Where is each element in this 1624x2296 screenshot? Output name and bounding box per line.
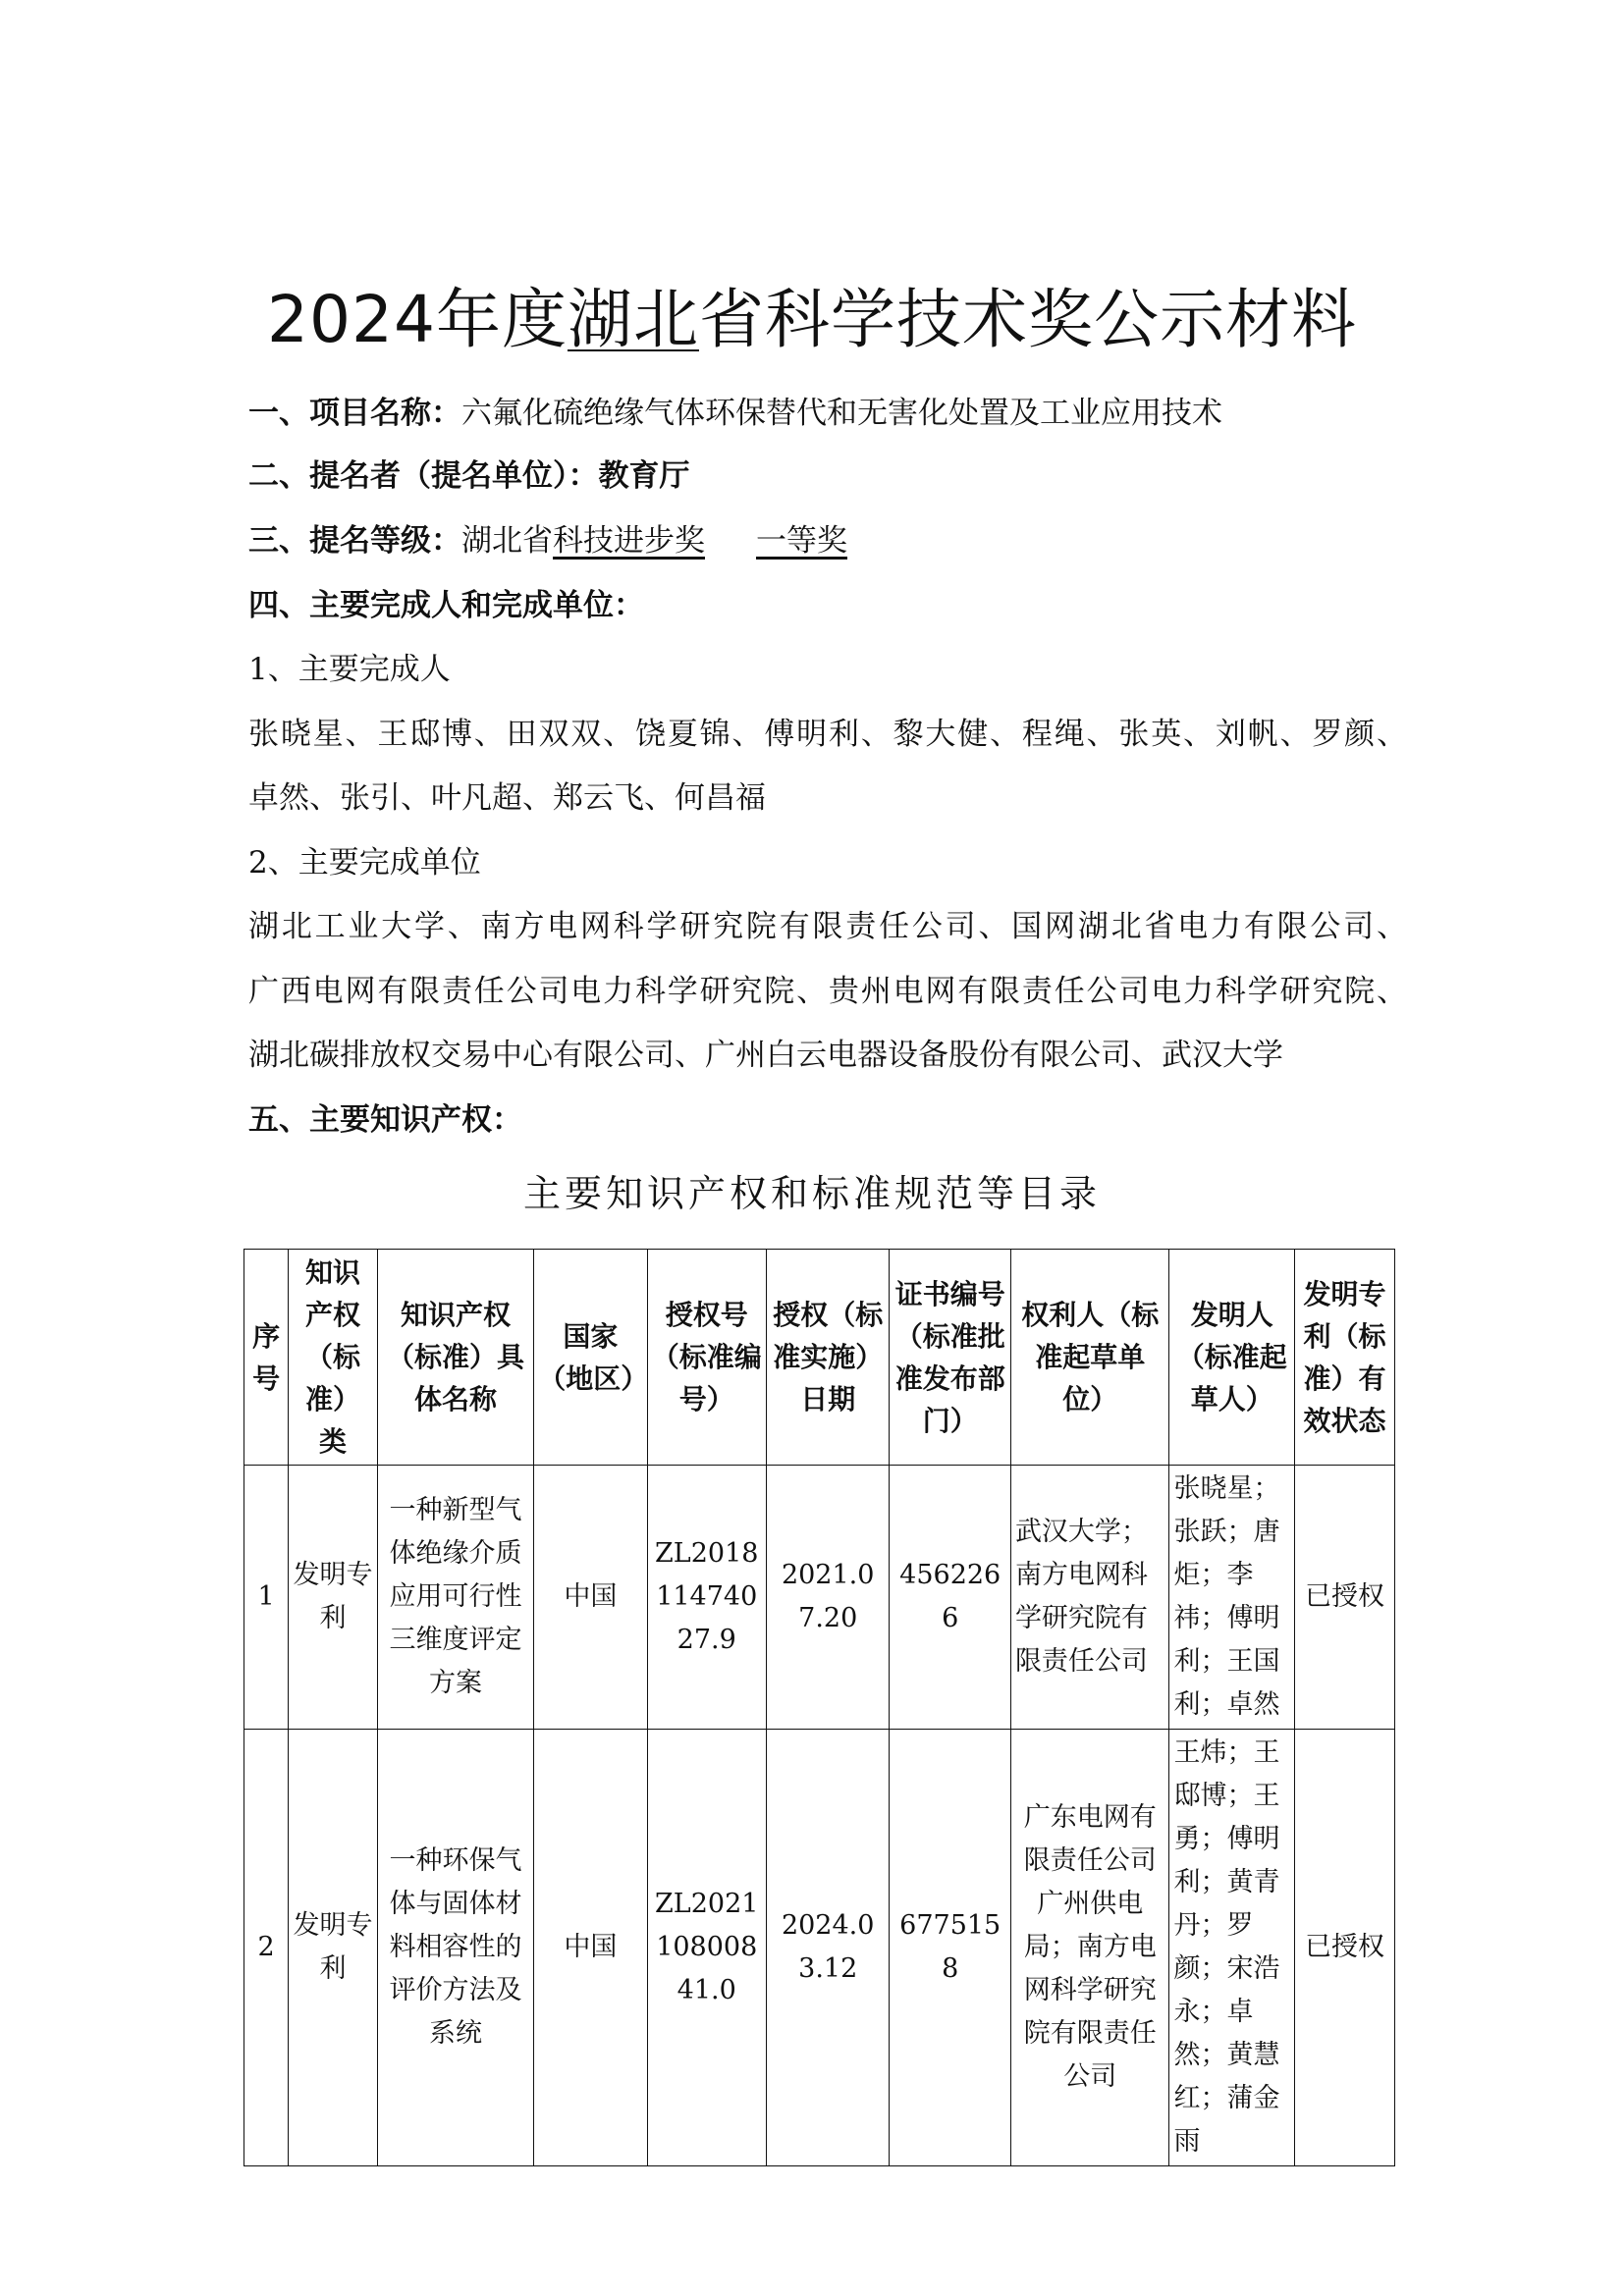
- table-caption: 主要知识产权和标准规范等目录: [522, 1172, 1101, 1215]
- header-holder: 权利人（标准起草单位）: [1010, 1250, 1169, 1466]
- section-4-heading: 四、主要完成人和完成单位：: [248, 588, 644, 623]
- project-name-line: [248, 391, 1407, 436]
- cell-status: 已授权: [1295, 1730, 1395, 2166]
- units-line-2: 广西电网有限责任公司电力科学研究院、贵州电网有限责任公司电力科学研究院、: [248, 974, 1407, 1009]
- cell-cert-no: 6775158: [890, 1730, 1010, 2166]
- persons-line-1: 张晓星、王邸博、田双双、饶夏锦、傅明利、黎大健、程绳、张英、刘帆、罗颜、: [248, 717, 1407, 752]
- cell-country: 中国: [534, 1466, 647, 1730]
- project-name-label: 一、项目名称：: [248, 396, 461, 431]
- cell-holder: 武汉大学；南方电网科学研究院有限责任公司: [1010, 1466, 1169, 1730]
- units-line-1: 湖北工业大学、南方电网科学研究院有限责任公司、国网湖北省电力有限公司、: [248, 909, 1407, 944]
- nominator-line: [248, 454, 1407, 499]
- nominator-value: 教育厅: [598, 458, 690, 494]
- cell-cert-no: 4562266: [890, 1466, 1010, 1730]
- cell-country: 中国: [534, 1730, 647, 2166]
- cell-inventors: 张晓星；张跃；唐炬；李祎；傅明利；王国利；卓然: [1169, 1466, 1295, 1730]
- table-row: [244, 1466, 1395, 1730]
- cell-inventors: 王炜；王邸博；王勇；傅明利；黄青丹；罗颜；宋浩永；卓然；黄慧红；蒲金雨: [1169, 1730, 1295, 2166]
- cell-name: 一种环保气体与固体材料相容性的评价方法及系统: [377, 1730, 533, 2166]
- section-4-1-heading: 1、主要完成人: [248, 652, 451, 687]
- table-row: [244, 1730, 1395, 2166]
- section-4-2-heading: 2、主要完成单位: [248, 845, 481, 881]
- nomination-level-prefix: 湖北省: [461, 523, 553, 559]
- ip-table: [244, 1249, 1395, 2166]
- cell-auth-no: ZL201811474027.9: [647, 1466, 766, 1730]
- header-type: 知识产权（标准）类: [289, 1250, 378, 1466]
- header-date: 授权（标准实施）日期: [766, 1250, 890, 1466]
- nominator-label: 二、提名者（提名单位）：: [248, 458, 599, 494]
- table-header-row: [244, 1250, 1395, 1466]
- title-suffix: 省科学技术奖公示材料: [698, 282, 1357, 357]
- header-status: 发明专利（标准）有效状态: [1295, 1250, 1395, 1466]
- cell-type: 发明专利: [289, 1730, 378, 2166]
- units-line-3: 湖北碳排放权交易中心有限公司、广州白云电器设备股份有限公司、武汉大学: [248, 1038, 1283, 1073]
- cell-auth-no: ZL202110800841.0: [647, 1730, 766, 2166]
- cell-holder: 广东电网有限责任公司广州供电局；南方电网科学研究院有限责任公司: [1010, 1730, 1169, 2166]
- persons-line-2: 卓然、张引、叶凡超、郑云飞、何昌福: [248, 780, 766, 816]
- header-country: 国家（地区）: [534, 1250, 647, 1466]
- cell-date: 2021.07.20: [766, 1466, 890, 1730]
- header-no: 序号: [244, 1250, 289, 1466]
- nomination-award-level: 一等奖: [756, 523, 847, 559]
- cell-date: 2024.03.12: [766, 1730, 890, 2166]
- header-inventors: 发明人（标准起草人）: [1169, 1250, 1295, 1466]
- title-underlined: 湖北: [567, 282, 699, 357]
- cell-type: 发明专利: [289, 1466, 378, 1730]
- cell-no: 2: [244, 1730, 289, 2166]
- nomination-award-type: 科技进步奖: [553, 523, 705, 559]
- header-cert-no: 证书编号（标准批准发布部门）: [890, 1250, 1010, 1466]
- section-5-heading: 五、主要知识产权：: [248, 1102, 522, 1138]
- nomination-level-line: [248, 518, 1407, 563]
- cell-status: 已授权: [1295, 1466, 1395, 1730]
- cell-no: 1: [244, 1466, 289, 1730]
- document-title: [0, 279, 1624, 361]
- cell-name: 一种新型气体绝缘介质应用可行性三维度评定方案: [377, 1466, 533, 1730]
- header-auth-no: 授权号（标准编号）: [647, 1250, 766, 1466]
- header-name: 知识产权（标准）具体名称: [377, 1250, 533, 1466]
- project-name-value: 六氟化硫绝缘气体环保替代和无害化处置及工业应用技术: [461, 396, 1222, 431]
- title-prefix: 2024年度: [267, 282, 568, 357]
- nomination-level-label: 三、提名等级：: [248, 523, 461, 559]
